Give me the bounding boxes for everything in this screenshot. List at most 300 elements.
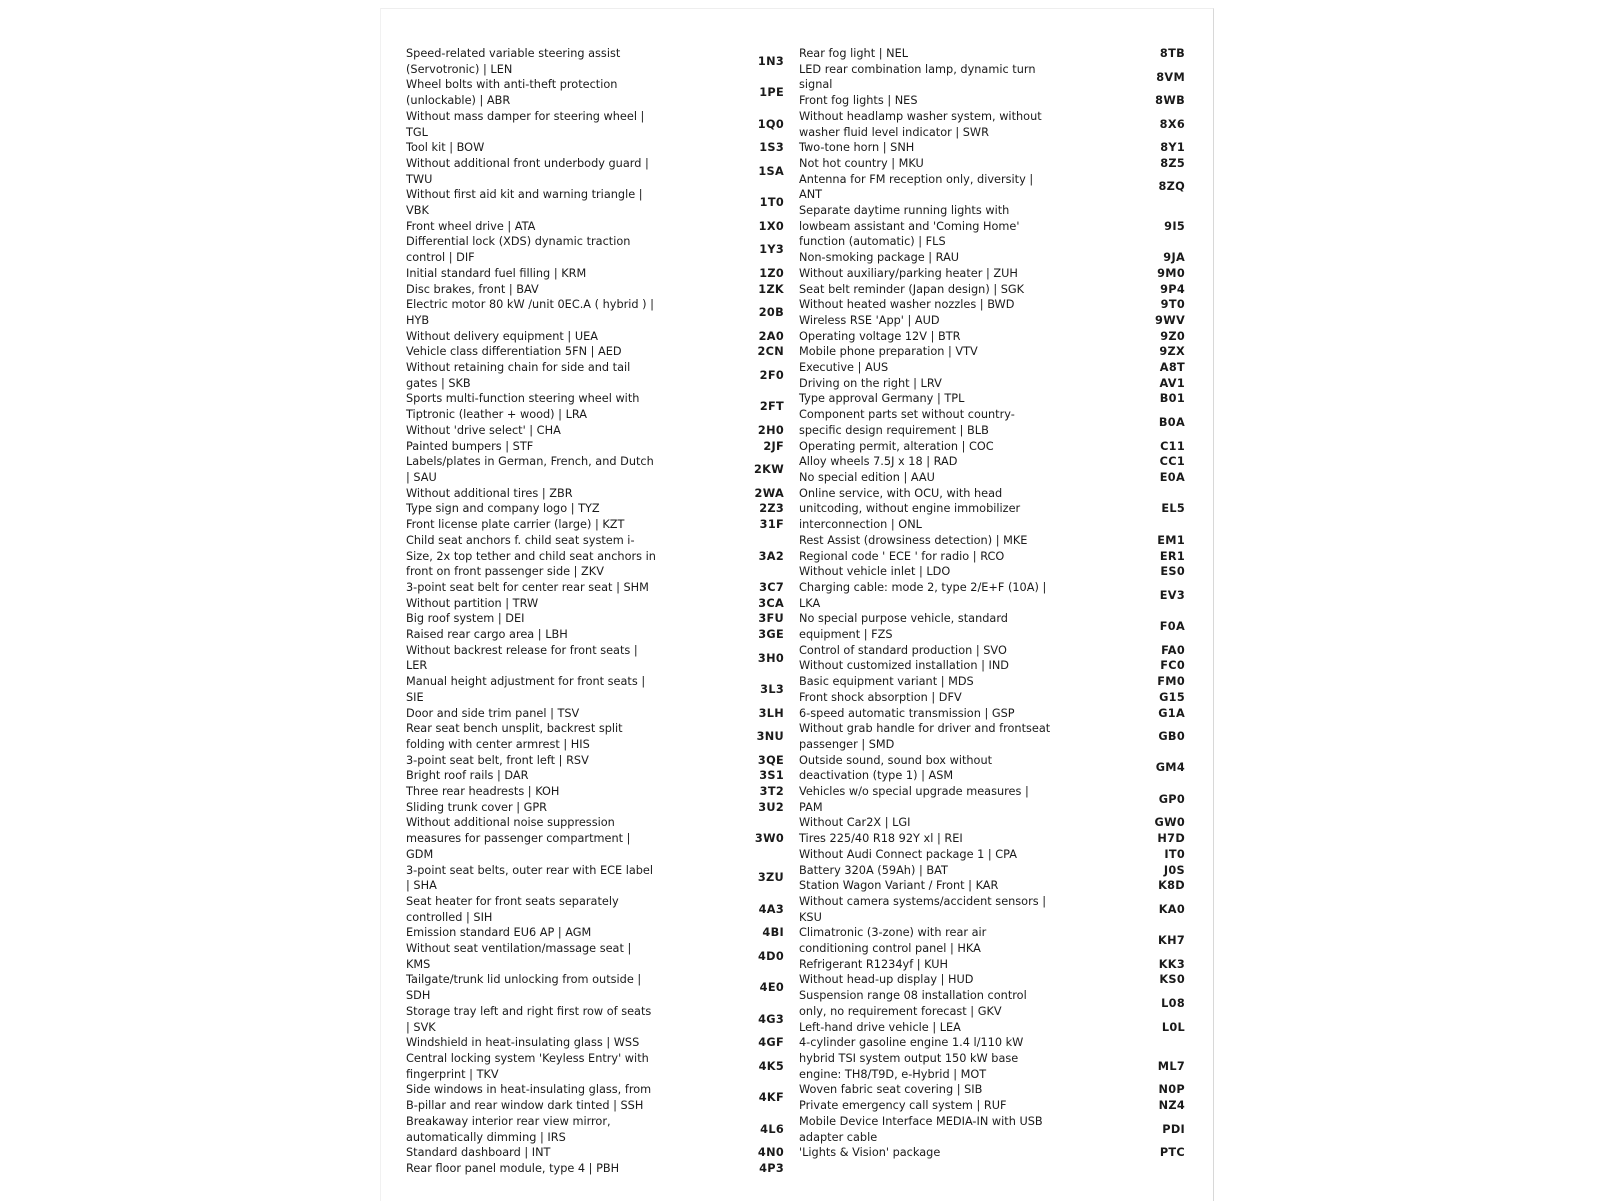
description-line: Emission standard EU6 AP | AGM bbox=[406, 926, 592, 940]
option-code: 4E0 bbox=[759, 981, 784, 995]
option-code: C11 bbox=[1160, 439, 1185, 453]
option-code: KS0 bbox=[1159, 973, 1185, 987]
description-line: VBK bbox=[406, 204, 429, 218]
equipment-row bbox=[799, 376, 1185, 392]
equipment-row bbox=[799, 957, 1185, 973]
description-line: No special edition | AAU bbox=[799, 470, 935, 484]
equipment-row bbox=[406, 46, 784, 77]
equipment-description bbox=[799, 439, 1064, 455]
description-line: Standard dashboard | INT bbox=[406, 1146, 551, 1160]
equipment-row bbox=[799, 486, 1185, 533]
equipment-description bbox=[406, 1051, 676, 1082]
equipment-description bbox=[799, 721, 1064, 752]
equipment-description bbox=[799, 972, 1064, 988]
description-line: Painted bumpers | STF bbox=[406, 439, 534, 453]
option-code: 3A2 bbox=[758, 549, 784, 563]
description-line: Without additional front underbody guard | bbox=[406, 156, 649, 170]
description-line: Without retaining chain for side and tail bbox=[406, 361, 631, 375]
description-line: Without Audi Connect package 1 | CPA bbox=[799, 847, 1017, 861]
left-equipment-column bbox=[406, 46, 784, 1177]
equipment-description bbox=[406, 439, 676, 455]
description-line: SIE bbox=[406, 690, 424, 704]
equipment-row bbox=[799, 203, 1185, 250]
option-code: 2H0 bbox=[757, 423, 784, 437]
description-line: Without customized installation | IND bbox=[799, 659, 1009, 673]
option-code: 1Q0 bbox=[757, 117, 784, 131]
option-code: 4D0 bbox=[758, 949, 784, 963]
description-line: interconnection | ONL bbox=[799, 518, 922, 532]
description-line: Executive | AUS bbox=[799, 361, 889, 375]
description-line: SDH bbox=[406, 989, 431, 1003]
option-code: 9T0 bbox=[1160, 298, 1185, 312]
equipment-description bbox=[799, 203, 1064, 250]
description-line: Tiptronic (leather + wood) | LRA bbox=[406, 408, 587, 422]
equipment-row bbox=[799, 156, 1185, 172]
equipment-description bbox=[406, 784, 676, 800]
equipment-description bbox=[799, 250, 1064, 266]
option-code: AV1 bbox=[1159, 376, 1185, 390]
option-code: 1N3 bbox=[757, 54, 784, 68]
equipment-row bbox=[406, 627, 784, 643]
equipment-row bbox=[799, 784, 1185, 815]
description-line: Labels/plates in German, French, and Dutch bbox=[406, 455, 654, 469]
equipment-description bbox=[799, 815, 1064, 831]
description-line: Basic equipment variant | MDS bbox=[799, 675, 974, 689]
equipment-description bbox=[799, 533, 1064, 549]
description-line: Outside sound, sound box without bbox=[799, 753, 993, 767]
equipment-row bbox=[799, 297, 1185, 313]
equipment-row bbox=[406, 329, 784, 345]
option-code: 3CA bbox=[758, 596, 784, 610]
equipment-row bbox=[406, 894, 784, 925]
description-line: Tailgate/trunk lid unlocking from outside | bbox=[406, 973, 642, 987]
equipment-row bbox=[406, 674, 784, 705]
equipment-row bbox=[406, 1145, 784, 1161]
equipment-description bbox=[799, 611, 1064, 642]
equipment-row bbox=[799, 988, 1185, 1019]
equipment-row bbox=[799, 93, 1185, 109]
right-equipment-column bbox=[799, 46, 1185, 1161]
description-line: Left-hand drive vehicle | LEA bbox=[799, 1020, 961, 1034]
description-line: Wireless RSE 'App' | AUD bbox=[799, 313, 940, 327]
equipment-row bbox=[799, 611, 1185, 642]
equipment-description bbox=[406, 627, 676, 643]
description-line: washer fluid level indicator | SWR bbox=[799, 125, 989, 139]
equipment-description bbox=[406, 282, 676, 298]
description-line: Vehicles w/o special upgrade measures | bbox=[799, 785, 1029, 799]
description-line: Vehicle class differentiation 5FN | AED bbox=[406, 345, 622, 359]
description-line: Alloy wheels 7.5J x 18 | RAD bbox=[799, 455, 958, 469]
option-code: 1T0 bbox=[759, 196, 784, 210]
option-code: ES0 bbox=[1160, 565, 1185, 579]
option-code: H7D bbox=[1157, 832, 1185, 846]
option-code: 1SA bbox=[758, 164, 784, 178]
equipment-description bbox=[799, 784, 1064, 815]
equipment-description bbox=[799, 1098, 1064, 1114]
description-line: Charging cable: mode 2, type 2/E+F (10A) | bbox=[799, 580, 1047, 594]
description-line: Refrigerant R1234yf | KUH bbox=[799, 957, 949, 971]
description-line: Non-smoking package | RAU bbox=[799, 251, 960, 265]
equipment-row bbox=[799, 266, 1185, 282]
description-line: Windshield in heat-insulating glass | WSS bbox=[406, 1036, 640, 1050]
equipment-description bbox=[799, 172, 1064, 203]
equipment-row bbox=[406, 1161, 784, 1177]
option-code: 2KW bbox=[754, 463, 784, 477]
option-code: GW0 bbox=[1154, 816, 1185, 830]
description-line: Driving on the right | LRV bbox=[799, 376, 942, 390]
description-line: Front license plate carrier (large) | KZT bbox=[406, 518, 625, 532]
option-code: 3L3 bbox=[760, 682, 784, 696]
description-line: KSU bbox=[799, 910, 822, 924]
equipment-description bbox=[799, 344, 1064, 360]
description-line: Without seat ventilation/massage seat | bbox=[406, 942, 632, 956]
equipment-row bbox=[799, 360, 1185, 376]
option-code: 9P4 bbox=[1160, 282, 1185, 296]
equipment-description bbox=[799, 878, 1064, 894]
description-line: Antenna for FM reception only, diversity | bbox=[799, 172, 1034, 186]
equipment-description bbox=[799, 580, 1064, 611]
equipment-row bbox=[799, 972, 1185, 988]
equipment-row bbox=[406, 1082, 784, 1113]
equipment-description bbox=[799, 266, 1064, 282]
description-line: Child seat anchors f. child seat system i- bbox=[406, 533, 635, 547]
option-code: 3FU bbox=[758, 612, 784, 626]
equipment-row bbox=[406, 596, 784, 612]
description-line: Without Car2X | LGI bbox=[799, 816, 911, 830]
equipment-description bbox=[799, 957, 1064, 973]
description-line: Central locking system 'Keyless Entry' with bbox=[406, 1052, 649, 1065]
option-code: 4A3 bbox=[758, 902, 784, 916]
equipment-description bbox=[799, 454, 1064, 470]
option-code: L08 bbox=[1161, 997, 1185, 1011]
equipment-row bbox=[799, 815, 1185, 831]
equipment-description bbox=[406, 1082, 676, 1113]
equipment-description bbox=[799, 313, 1064, 329]
option-code: PTC bbox=[1159, 1146, 1185, 1160]
equipment-description bbox=[799, 549, 1064, 565]
option-code: 4K5 bbox=[758, 1059, 784, 1073]
option-code: N0P bbox=[1158, 1083, 1185, 1097]
equipment-row bbox=[799, 674, 1185, 690]
description-line: Wheel bolts with anti-theft protection bbox=[406, 78, 618, 92]
option-code: 4G3 bbox=[758, 1012, 784, 1026]
option-code: KH7 bbox=[1158, 934, 1185, 948]
description-line: Without mass damper for steering wheel | bbox=[406, 109, 645, 123]
description-line: KMS bbox=[406, 957, 431, 971]
equipment-row bbox=[406, 344, 784, 360]
option-code: 4BI bbox=[762, 926, 784, 940]
equipment-description bbox=[406, 297, 676, 328]
option-code: GB0 bbox=[1158, 730, 1185, 744]
option-code: 3ZU bbox=[757, 871, 784, 885]
description-line: only, no requirement forecast | GKV bbox=[799, 1004, 1002, 1018]
equipment-row bbox=[406, 297, 784, 328]
description-line: Without head-up display | HUD bbox=[799, 973, 974, 987]
equipment-description bbox=[406, 1145, 676, 1161]
equipment-description bbox=[406, 344, 676, 360]
equipment-row bbox=[799, 1114, 1185, 1145]
equipment-row bbox=[406, 439, 784, 455]
equipment-description bbox=[406, 925, 676, 941]
option-code: 31F bbox=[759, 518, 784, 532]
equipment-description bbox=[406, 501, 676, 517]
option-code: 3LH bbox=[758, 706, 784, 720]
description-line: Without vehicle inlet | LDO bbox=[799, 565, 951, 579]
option-code: 3NU bbox=[756, 730, 784, 744]
equipment-row bbox=[406, 266, 784, 282]
description-line: Electric motor 80 kW /unit 0EC.A ( hybrid ) | bbox=[406, 298, 654, 312]
equipment-row bbox=[799, 282, 1185, 298]
equipment-row bbox=[799, 439, 1185, 455]
equipment-row bbox=[406, 517, 784, 533]
equipment-description bbox=[799, 282, 1064, 298]
description-line: Not hot country | MKU bbox=[799, 156, 924, 170]
description-line: controlled | SIH bbox=[406, 910, 493, 924]
option-code: 8TB bbox=[1159, 47, 1185, 60]
option-code: 4GF bbox=[758, 1036, 784, 1050]
equipment-row bbox=[406, 768, 784, 784]
equipment-row bbox=[406, 423, 784, 439]
document-page bbox=[380, 8, 1214, 1201]
description-line: signal bbox=[799, 78, 833, 92]
equipment-row bbox=[799, 1098, 1185, 1114]
description-line: TGL bbox=[406, 125, 428, 139]
description-line: 4-cylinder gasoline engine 1.4 l/110 kW bbox=[799, 1036, 1024, 1050]
option-code: GP0 bbox=[1158, 792, 1185, 806]
equipment-row bbox=[406, 753, 784, 769]
equipment-description bbox=[406, 941, 676, 972]
description-line: passenger | SMD bbox=[799, 737, 895, 751]
option-code: GM4 bbox=[1155, 761, 1185, 775]
equipment-row bbox=[799, 1035, 1185, 1051]
equipment-description bbox=[799, 1082, 1064, 1098]
option-code: EM1 bbox=[1157, 533, 1185, 547]
option-code: 8VM bbox=[1156, 70, 1185, 84]
option-code: 3T2 bbox=[759, 785, 784, 799]
equipment-row bbox=[799, 564, 1185, 580]
equipment-description bbox=[406, 706, 676, 722]
equipment-row bbox=[799, 470, 1185, 486]
option-code: 2WA bbox=[754, 486, 784, 500]
equipment-description bbox=[799, 847, 1064, 863]
description-line: Suspension range 08 installation control bbox=[799, 989, 1027, 1003]
equipment-row bbox=[799, 878, 1185, 894]
equipment-row bbox=[406, 800, 784, 816]
description-line: (unlockable) | ABR bbox=[406, 94, 511, 108]
equipment-row bbox=[406, 784, 784, 800]
description-line: Type approval Germany | TPL bbox=[799, 392, 965, 406]
equipment-row bbox=[799, 925, 1185, 956]
option-code: PDI bbox=[1162, 1122, 1185, 1136]
description-line: ANT bbox=[799, 188, 823, 202]
equipment-row bbox=[406, 109, 784, 140]
equipment-description bbox=[799, 297, 1064, 313]
description-line: Control of standard production | SVO bbox=[799, 643, 1007, 657]
equipment-row bbox=[799, 658, 1185, 674]
equipment-description bbox=[799, 564, 1064, 580]
description-line: | SVK bbox=[406, 1020, 436, 1034]
description-line: Rear floor panel module, type 4 | PBH bbox=[406, 1161, 620, 1175]
equipment-description bbox=[799, 470, 1064, 486]
description-line: Breakaway interior rear view mirror, bbox=[406, 1114, 611, 1128]
description-line: folding with center armrest | HIS bbox=[406, 737, 590, 751]
description-line: 3-point seat belts, outer rear with ECE label bbox=[406, 863, 654, 877]
option-code: FM0 bbox=[1157, 675, 1185, 689]
equipment-description bbox=[799, 156, 1064, 172]
description-line: Woven fabric seat covering | SIB bbox=[799, 1083, 983, 1097]
equipment-description bbox=[406, 109, 676, 140]
equipment-description bbox=[406, 360, 676, 391]
option-code: 3H0 bbox=[757, 651, 784, 665]
description-line: Tool kit | BOW bbox=[406, 141, 485, 155]
description-line: Mobile Device Interface MEDIA-IN with USB bbox=[799, 1114, 1043, 1128]
equipment-row bbox=[406, 643, 784, 674]
equipment-description bbox=[406, 1161, 676, 1177]
equipment-row bbox=[799, 329, 1185, 345]
description-line: Sliding trunk cover | GPR bbox=[406, 800, 548, 814]
equipment-row bbox=[406, 454, 784, 485]
equipment-description bbox=[406, 596, 676, 612]
description-line: Rest Assist (drowsiness detection) | MKE bbox=[799, 533, 1028, 547]
equipment-row bbox=[406, 1051, 784, 1082]
equipment-description bbox=[799, 643, 1064, 659]
description-line: Private emergency call system | RUF bbox=[799, 1099, 1007, 1113]
description-line: LED rear combination lamp, dynamic turn bbox=[799, 62, 1036, 76]
equipment-row bbox=[799, 753, 1185, 784]
equipment-description bbox=[799, 753, 1064, 784]
option-code: 2CN bbox=[757, 345, 784, 359]
description-line: Without additional tires | ZBR bbox=[406, 486, 573, 500]
equipment-description bbox=[406, 894, 676, 925]
option-code: 3C7 bbox=[759, 580, 784, 594]
option-code: K8D bbox=[1158, 879, 1185, 893]
equipment-row bbox=[406, 611, 784, 627]
equipment-row bbox=[406, 706, 784, 722]
option-code: G1A bbox=[1158, 706, 1185, 720]
equipment-description bbox=[799, 486, 1064, 533]
description-line: Battery 320A (59Ah) | BAT bbox=[799, 863, 948, 877]
description-line: Front wheel drive | ATA bbox=[406, 219, 536, 233]
equipment-description bbox=[406, 486, 676, 502]
equipment-description bbox=[799, 329, 1064, 345]
equipment-row bbox=[799, 831, 1185, 847]
description-line: 'Lights & Vision' package bbox=[799, 1146, 941, 1160]
equipment-row bbox=[406, 219, 784, 235]
equipment-row bbox=[799, 706, 1185, 722]
equipment-description bbox=[799, 894, 1064, 925]
description-line: Without grab handle for driver and frontseat bbox=[799, 722, 1051, 736]
equipment-description bbox=[406, 234, 676, 265]
description-line: Tires 225/40 R18 92Y xl | REI bbox=[799, 832, 963, 846]
equipment-row bbox=[406, 721, 784, 752]
equipment-description bbox=[406, 721, 676, 752]
equipment-description bbox=[799, 93, 1064, 109]
option-code: B01 bbox=[1159, 392, 1185, 406]
description-line: B-pillar and rear window dark tinted | SSH bbox=[406, 1099, 644, 1113]
option-code: FC0 bbox=[1160, 659, 1185, 673]
equipment-row bbox=[799, 721, 1185, 752]
option-code: 8X6 bbox=[1159, 117, 1185, 131]
description-line: hybrid TSI system output 150 kW base bbox=[799, 1052, 1019, 1065]
equipment-description bbox=[799, 1020, 1064, 1036]
description-line: (Servotronic) | LEN bbox=[406, 62, 513, 76]
equipment-row bbox=[799, 533, 1185, 549]
equipment-description bbox=[799, 1114, 1064, 1145]
equipment-row bbox=[406, 1004, 784, 1035]
description-line: Separate daytime running lights with bbox=[799, 204, 1010, 218]
option-code: 1Z0 bbox=[759, 266, 784, 280]
equipment-description bbox=[799, 988, 1064, 1019]
description-line: Climatronic (3-zone) with rear air bbox=[799, 926, 987, 940]
option-code: A8T bbox=[1159, 361, 1185, 375]
description-line: Without 'drive select' | CHA bbox=[406, 423, 561, 437]
equipment-description bbox=[406, 46, 676, 77]
option-code: 8Y1 bbox=[1160, 141, 1185, 155]
equipment-description bbox=[799, 690, 1064, 706]
description-line: GDM bbox=[406, 847, 434, 861]
equipment-description bbox=[406, 266, 676, 282]
description-line: front on front passenger side | ZKV bbox=[406, 565, 604, 579]
equipment-description bbox=[406, 517, 676, 533]
description-line: 3-point seat belt for center rear seat | SHM bbox=[406, 580, 649, 594]
option-code: 9M0 bbox=[1157, 266, 1185, 280]
description-line: Seat belt reminder (Japan design) | SGK bbox=[799, 282, 1025, 296]
description-line: Rear fog light | NEL bbox=[799, 47, 909, 60]
description-line: adapter cable bbox=[799, 1130, 878, 1144]
option-code: 9JA bbox=[1163, 251, 1185, 265]
equipment-row bbox=[799, 894, 1185, 925]
description-line: Without auxiliary/parking heater | ZUH bbox=[799, 266, 1018, 280]
equipment-description bbox=[406, 815, 676, 862]
equipment-row bbox=[799, 549, 1185, 565]
description-line: Without delivery equipment | UEA bbox=[406, 329, 598, 343]
option-code: 4N0 bbox=[757, 1146, 784, 1160]
description-line: HYB bbox=[406, 313, 430, 327]
equipment-description bbox=[799, 62, 1064, 93]
option-code: 1PE bbox=[759, 86, 784, 100]
description-line: gates | SKB bbox=[406, 376, 471, 390]
description-line: Front shock absorption | DFV bbox=[799, 690, 962, 704]
option-code: ER1 bbox=[1159, 549, 1185, 563]
description-line: automatically dimming | IRS bbox=[406, 1130, 566, 1144]
description-line: Two-tone horn | SNH bbox=[799, 141, 915, 155]
equipment-description bbox=[406, 219, 676, 235]
description-line: Raised rear cargo area | LBH bbox=[406, 628, 568, 642]
option-code: EL5 bbox=[1161, 502, 1185, 516]
option-code: 3U2 bbox=[758, 800, 784, 814]
description-line: Differential lock (XDS) dynamic traction bbox=[406, 235, 631, 249]
description-line: 3-point seat belt, front left | RSV bbox=[406, 753, 589, 767]
option-code: 4L6 bbox=[760, 1122, 784, 1136]
description-line: Side windows in heat-insulating glass, from bbox=[406, 1083, 652, 1097]
equipment-description bbox=[799, 658, 1064, 674]
description-line: 6-speed automatic transmission | GSP bbox=[799, 706, 1015, 720]
option-code: 20B bbox=[758, 306, 784, 320]
equipment-description bbox=[799, 1145, 1064, 1161]
option-code: 2FT bbox=[759, 400, 784, 414]
description-line: Without additional noise suppression bbox=[406, 816, 615, 830]
equipment-row bbox=[799, 643, 1185, 659]
description-line: Component parts set without country- bbox=[799, 408, 1015, 422]
equipment-row bbox=[799, 344, 1185, 360]
equipment-description bbox=[406, 1004, 676, 1035]
description-line: PAM bbox=[799, 800, 823, 814]
option-code: KA0 bbox=[1158, 902, 1185, 916]
description-line: Without partition | TRW bbox=[406, 596, 539, 610]
equipment-row bbox=[406, 187, 784, 218]
option-code: 2Z3 bbox=[759, 502, 784, 516]
equipment-description bbox=[799, 109, 1064, 140]
